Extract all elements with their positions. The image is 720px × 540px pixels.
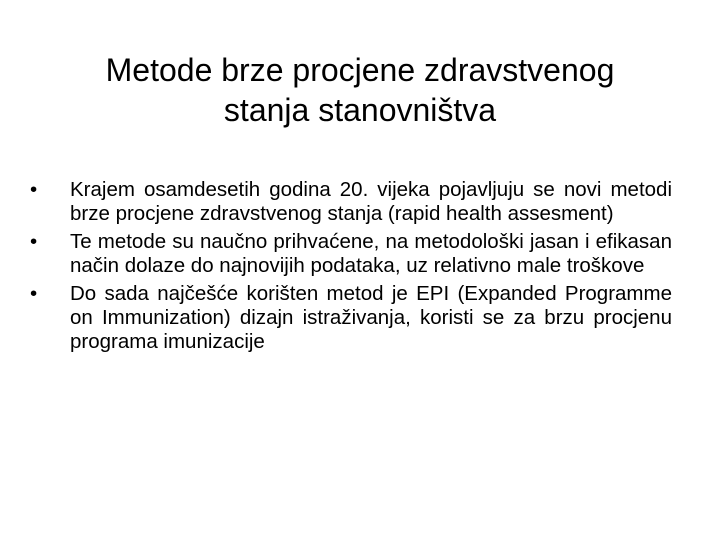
bullet-text-2: Te metode su naučno prihvaćene, na metodološki jasan i efikasan način dolaze do najnovijih podataka, uz relativno male troškove bbox=[70, 230, 672, 277]
bullet-icon: • bbox=[30, 230, 38, 253]
bullet-text-1: Krajem osamdesetih godina 20. vijeka pojavljuju se novi metodi brze procjene zdravstvenog stanja (rapid health assesment) bbox=[70, 178, 672, 225]
bullet-icon: • bbox=[30, 282, 38, 305]
bullet-icon: • bbox=[30, 178, 38, 201]
bullet-item-3 bbox=[26, 282, 672, 354]
bullet-item-2 bbox=[26, 230, 672, 278]
slide-title bbox=[40, 50, 680, 130]
bullet-list bbox=[26, 178, 672, 358]
slide-title-line-1: Metode brze procjene zdravstvenog bbox=[105, 52, 615, 88]
bullet-item-1 bbox=[26, 178, 672, 226]
bullet-text-3: Do sada najčešće korišten metod je EPI (Expanded Programme on Immunization) dizajn istraživanja, koristi se za brzu procjenu programa imunizacije bbox=[70, 282, 672, 353]
slide-title-line-2: stanja stanovništva bbox=[223, 92, 497, 128]
